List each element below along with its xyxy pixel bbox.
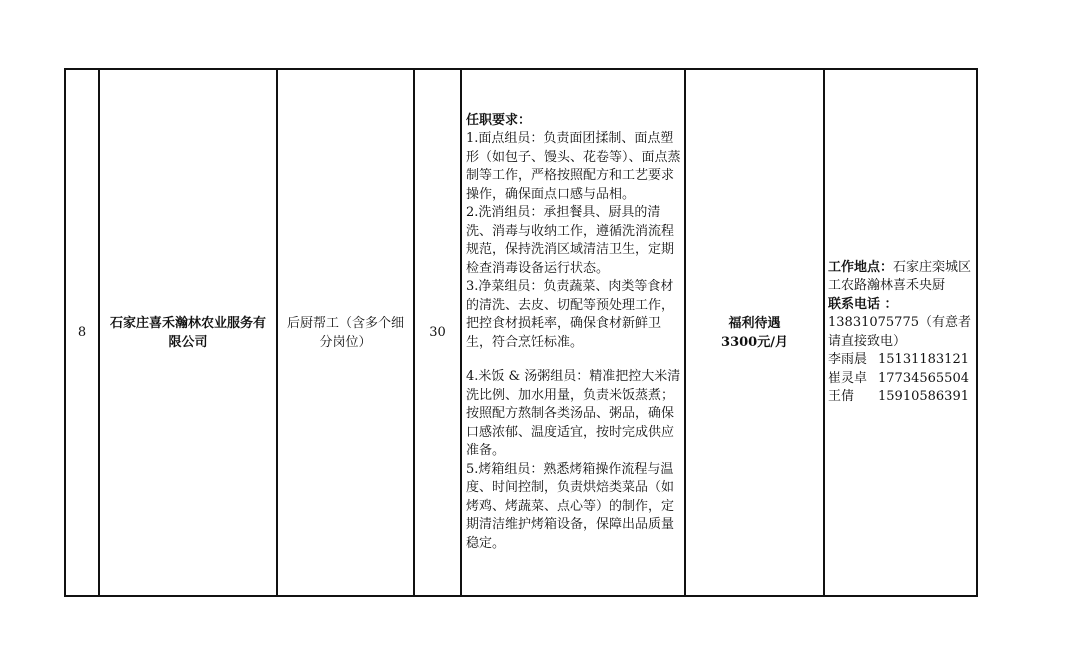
requirement-item: 4.米饭 & 汤粥组员：精准把控大米清洗比例、加水用量，负责米饭蒸煮；按照配方熬制各类汤品、粥品，确保口感浓郁、温度适宜，按时完成供应准备。 — [466, 369, 681, 459]
requirement-item: 2.洗消组员：承担餐具、厨具的清洗、消毒与收纳工作，遵循洗消流程规范，保持洗消区域清洁卫生，定期检查消毒设备运行状态。 — [466, 205, 675, 276]
contact-cell — [824, 69, 977, 596]
contact-person-phone: 15131183121 — [878, 352, 969, 367]
phone-label: 联系电话 ： — [828, 296, 898, 312]
requirements-cell — [461, 69, 685, 596]
requirement-item: 1.面点组员：负责面团揉制、面点塑形（如包子、馒头、花卷等）、面点蒸制等工作，严格按照配方和工艺要求操作，确保面点口感与品相。 — [466, 131, 681, 202]
company-cell — [99, 69, 277, 596]
contact-person-name: 李雨晨 — [828, 352, 868, 367]
contact-person — [828, 370, 973, 389]
requirement-item: 5.烤箱组员：熟悉烤箱操作流程与温度、时间控制，负责烘焙类菜品（如烤鸡、烤蔬菜、点心等）的制作，定期清洁维护烤箱设备，保障出品质量稳定。 — [466, 461, 675, 551]
pay-amount: 3300元/月 — [721, 334, 788, 350]
work-location-label: 工作地点： — [828, 259, 894, 275]
headcount: 30 — [429, 325, 446, 340]
contact-person-phone: 17734565504 — [878, 370, 969, 386]
contact-person — [828, 388, 973, 407]
table-row — [65, 69, 977, 596]
contact-person-name: 王倩 — [828, 389, 855, 404]
pay-cell — [685, 69, 824, 596]
job-listing-table — [64, 68, 978, 597]
pay-label: 福利待遇 — [728, 315, 781, 331]
position-title: 后厨帮工（含多个细分岗位） — [286, 315, 404, 350]
contact-person-phone: 15910586391 — [878, 389, 969, 404]
contact-person-name: 崔灵卓 — [828, 370, 868, 386]
contact-person — [828, 351, 973, 370]
work-location — [828, 259, 973, 296]
row-number: 8 — [77, 325, 87, 340]
company-name: 石家庄喜禾瀚林农业服务有限公司 — [109, 315, 266, 350]
requirement-item: 3.净菜组员：负责蔬菜、肉类等食材的清洗、去皮、切配等预处理工作，把控食材损耗率，确保食材新鲜卫生，符合烹饪标准。 — [466, 279, 675, 350]
row-number-cell — [65, 69, 99, 596]
position-cell — [277, 69, 414, 596]
main-phone: 13831075775（有意者请直接致电） — [828, 315, 971, 349]
work-location-value: 石家庄栾城区工农路瀚林喜禾央厨 — [828, 259, 972, 293]
headcount-cell — [414, 69, 461, 596]
requirements-title: 任职要求： — [466, 112, 532, 128]
